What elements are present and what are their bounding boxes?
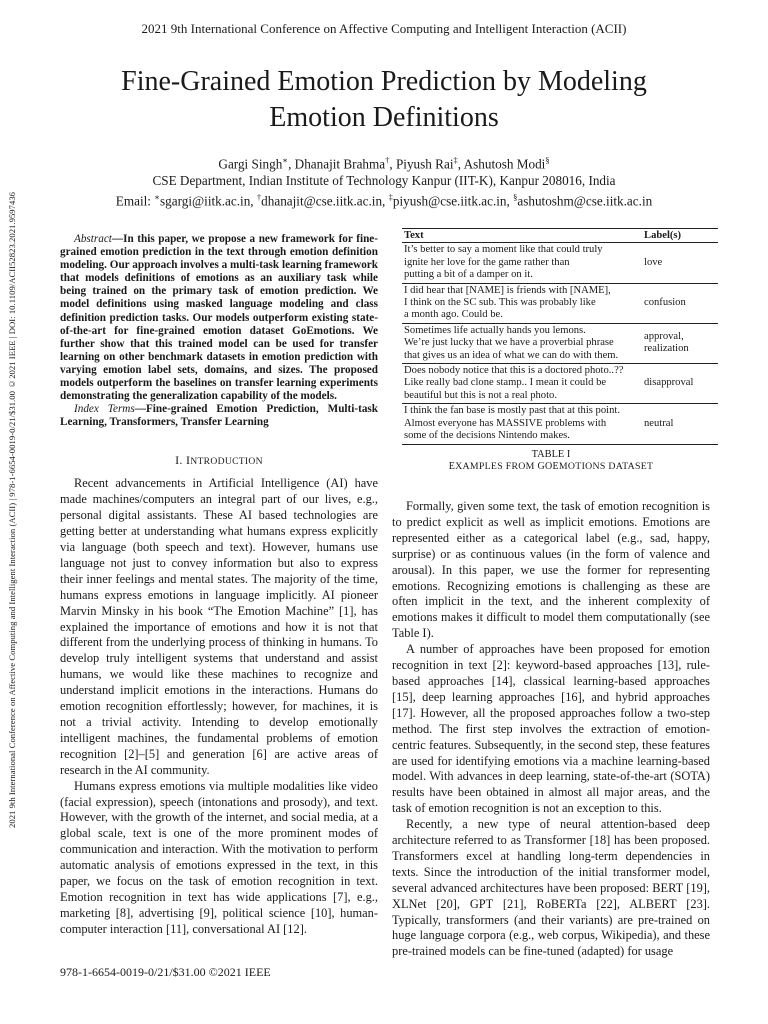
author-block <box>0 152 768 210</box>
table-cell-label <box>642 364 718 404</box>
author-4-mark: § <box>545 155 550 165</box>
text-line: Almost everyone has MASSIVE problems with <box>404 417 607 429</box>
text-line: It’s better to say a moment like that could truly <box>404 244 603 256</box>
section-title-initial: I <box>186 453 191 468</box>
author-1-mark: ∗ <box>282 155 289 165</box>
text-line: Does nobody notice that this is a doctored photo..?? <box>404 365 624 377</box>
section-heading-introduction <box>60 453 378 468</box>
email-2-mark: † <box>256 192 262 203</box>
email-label: Email: <box>115 193 155 209</box>
table-row <box>402 404 718 444</box>
table-row <box>402 364 718 404</box>
email-4-mark: § <box>513 192 518 203</box>
intro-paragraph-5: Recently, a new type of neural attention-based deep architecture referred to as Transformer [18] has been proposed. Transformers excel at handling long-term dependencies in texts. Since the introduction of the initial transformer model, several advanced architectures have been proposed: BERT [19], XLNet [20], GPT [21], RoBERTa [22], ALBERT [23]. Typically, transformers (and their variants) are pre-trained on huge language corpora (e.g., web corpus, Wikipedia), and these pre-trained models can be fine-tuned (adapted) for usage <box>392 817 710 959</box>
text-line: I think the fan base is mostly past that at this point. <box>404 405 620 417</box>
index-terms <box>60 403 378 429</box>
author-2: Dhanajit Brahma <box>294 156 386 172</box>
text-line: Like really bad clone stamp.. I mean it could be <box>404 377 607 389</box>
text-line: I think on the SC sub. This was probably like <box>404 297 596 309</box>
text-line: ignite her love for the game rather than <box>404 256 570 268</box>
intro-paragraph-1: Recent advancements in Artificial Intelligence (AI) have made machines/computers an integral part of our lives, e.g., personal digital assistants. These AI based technologies are getting better at understanding what humans express explicitly via language (both speech and text). However, humans use language not just to convey information but also to express their inner feelings and mental states. The majority of the time, humans express emotions in language implicitly. AI pioneer Marvin Minsky in his book “The Emotion Machine” [1], has explained the importance of emotions and how it is not that different from the underlying process of thinking in humans. To develop truly intelligent systems that understand and assist humans, we would like these machines to recognize and understand implicit emotions in the interactions. Humans do emotion recognition effortlessly; however, for machines, it is not a trivial activity. Intending to develop emotionally intelligent machines, the fundamental problems of emotion recognition [2]–[5] and generation [6] are active areas of research in the AI community. <box>60 476 378 777</box>
email-3[interactable]: piyush@cse.iitk.ac.in, <box>392 193 514 209</box>
author-sep: , <box>389 156 396 172</box>
conference-header: 2021 9th International Conference on Affective Computing and Intelligent Interaction (ACII) <box>141 21 627 36</box>
label-line: approval, <box>644 331 684 343</box>
abstract-label: Abstract <box>74 233 112 245</box>
subcap-initial: O <box>544 461 553 472</box>
text-line: We’re just lucky that we have a proverbial phrase <box>404 337 614 349</box>
text-line: I did hear that [NAME] is friends with [NAME], <box>404 284 611 296</box>
author-3-mark: ‡ <box>453 155 458 165</box>
text-line: a month ago. Could be. <box>404 309 503 321</box>
intro-paragraph-3: Formally, given some text, the task of emotion recognition is to predict explicit as well as implicit emotions. Emotions are represented either as a categorical label (e.g., sad, happy, surprise) or as continuous values (in the form of valence and arousal). In this paper, we use the former for representing emotions. Recognizing emotions is challenging as these are often implicit in the text, and the inherent complexity of emotions makes it difficult to model them computationally (see Table I). <box>392 499 710 641</box>
subcap-part: XAMPLES FROM <box>455 461 538 472</box>
email-4[interactable]: ashutoshm@cse.iitk.ac.in <box>517 193 653 209</box>
side-doi-strip: 2021 9th International Conference on Affective Computing and Intelligent Interaction (ACII) | 978-1-6654-0019-0/21/$31.00 ©2021 IEEE | DOI: 10.1109/ACII52823.2021.9597436 <box>7 191 17 829</box>
table-header-row <box>402 229 718 243</box>
copyright-footer: 978-1-6654-0019-0/21/$31.00 ©2021 IEEE <box>60 965 271 979</box>
index-terms-label: Index Terms <box>74 403 135 416</box>
table-cell-text <box>402 404 642 444</box>
text-line: Sometimes life actually hands you lemons. <box>404 324 586 336</box>
label-line: disapproval <box>644 377 694 389</box>
intro-paragraph-2: Humans express emotions via multiple modalities like video (facial expression), speech (intonations and prosody), and text. However, with the growth of the internet, and social media, at a global scale, text is one of the more prominent modes of communication and interaction. With the motivation to perform automatic analysis of emotions expressed in the text, in this paper, we focus on the task of emotion recognition in text. Emotion recognition in text has wide applications [7], e.g., marketing [8], advertising [9], political science [10], human-computer interaction [11], conversational AI [12]. <box>60 778 378 936</box>
table-cell-label <box>642 283 718 323</box>
author-1: Gargi Singh <box>218 156 283 172</box>
label-line: confusion <box>644 297 686 309</box>
examples-table <box>402 228 718 445</box>
author-names <box>0 152 768 172</box>
author-2-mark: † <box>385 155 390 165</box>
text-line: beautiful but this is not a real photo. <box>404 389 557 401</box>
table-cell-label <box>642 323 718 363</box>
right-paragraphs <box>392 499 710 960</box>
text-line: putting a bit of a damper on it. <box>404 269 533 281</box>
text-line: that gives us an idea of what we can do with them. <box>404 349 619 361</box>
index-terms-text: —Fine-grained Emotion Prediction, Multi-task Learning, Transformers, Transfer Learning <box>60 403 378 429</box>
left-column <box>60 233 378 938</box>
title-line-1: Fine-Grained Emotion Prediction by Modeling <box>121 66 647 97</box>
label-line: love <box>644 256 663 268</box>
author-emails <box>0 189 768 209</box>
label-line: realization <box>644 343 689 355</box>
email-2[interactable]: dhanajit@cse.iitk.ac.in, <box>261 193 389 209</box>
subcap-part: MOTIONS DATASET <box>558 461 654 472</box>
author-3: Piyush Rai <box>395 156 454 172</box>
table-cell-text <box>402 243 642 283</box>
subcap-initial: G <box>537 461 545 472</box>
abstract-text: —In this paper, we propose a new framework for fine-grained emotion prediction in the text through emotion definition modeling. Our approach involves a multi-task learning framework that models definitions of emotions as an auxiliary task while being trained on the primary task of emotion prediction. We model definitions using masked language modeling and class definition prediction tasks. Our models outperform existing state-of-the-art for fine-grained emotion dataset GoEmotions. We further show that this trained model can be used for transfer learning on other benchmark datasets in emotion prediction with varying emotion label sets, domains, and sizes. The proposed models outperform the baselines on transfer learning experiments demonstrating the generalization capability of the models. <box>60 233 378 403</box>
section-title-rest: NTRODUCTION <box>190 456 263 468</box>
abstract <box>60 233 378 403</box>
paper-title <box>0 64 768 136</box>
right-column <box>392 228 710 960</box>
table-subcaption <box>392 461 710 472</box>
email-1-mark: ∗ <box>154 192 161 203</box>
table-header-text: Text <box>402 229 642 243</box>
label-line: neutral <box>644 417 674 429</box>
email-1[interactable]: sgargi@iitk.ac.in, <box>160 193 257 209</box>
table-row <box>402 243 718 283</box>
table-cell-text <box>402 364 642 404</box>
author-4: Ashutosh Modi <box>463 156 546 172</box>
title-line-2: Emotion Definitions <box>269 102 499 133</box>
table-cell-label <box>642 243 718 283</box>
table-cell-text <box>402 283 642 323</box>
author-affiliation: CSE Department, Indian Institute of Technology Kanpur (IIT-K), Kanpur 208016, India <box>152 173 616 189</box>
table-cell-text <box>402 323 642 363</box>
intro-paragraph-4: A number of approaches have been proposed for emotion recognition in text [2]: keyword-based approaches [13], rule-based approaches [14], classical learning-based approaches [15], deep learning approaches [16], and hybrid approaches [17]. However, all the proposed approaches follow a two-step method. The first step involves the extraction of emotion-centric features. Subsequently, in the second step, these features are used for identifying emotions via a machine learning-based model. With advances in deep learning, state-of-the-art (SOTA) results have been obtained in almost all major areas, and the task of emotion recognition is not an exception to this. <box>392 642 710 816</box>
author-sep: , <box>457 156 464 172</box>
table-caption: TABLE I <box>531 448 571 460</box>
section-number: I. <box>175 453 186 468</box>
email-3-mark: ‡ <box>388 192 393 203</box>
text-line: some of the decisions Nintendo makes. <box>404 430 570 442</box>
table-row <box>402 283 718 323</box>
table-row <box>402 323 718 363</box>
subcap-initial: E <box>552 461 559 472</box>
subcap-initial: E <box>448 461 456 472</box>
table-header-label: Label(s) <box>642 229 718 243</box>
author-sep: , <box>288 156 295 172</box>
table-cell-label <box>642 404 718 444</box>
